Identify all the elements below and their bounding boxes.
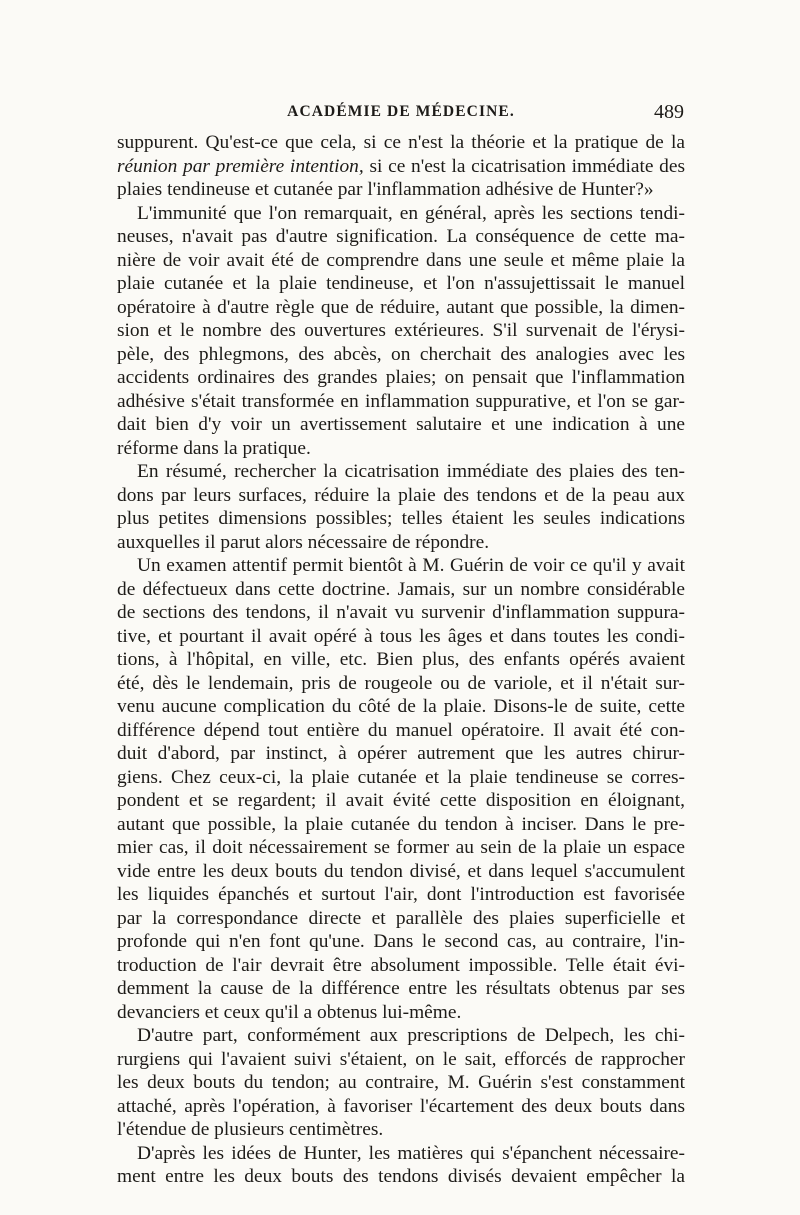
italic-phrase: réunion par première intention,: [117, 155, 364, 177]
text-line: pondent et se regardent; il avait évité cette disposition en éloignant,: [117, 790, 685, 811]
text-line: tions, à l'hôpital, en ville, etc. Bien plus, des enfants opérés avaient: [117, 649, 685, 670]
text-line: attaché, après l'opération, à favoriser l'écartement des deux bouts dans: [117, 1095, 685, 1117]
text-line: mier cas, il doit nécessairement se former au sein de la plaie un espace: [117, 837, 685, 858]
text-line: autant que possible, la plaie cutanée du tendon à inciser. Dans le pre-: [117, 813, 685, 835]
text-line: accidents ordinaires des grandes plaies; on pensait que l'inflammation: [117, 367, 685, 388]
text-line: plus petites dimensions possibles; telles étaient les seules indications: [117, 508, 685, 529]
text-line: troduction de l'air devrait être absolument impossible. Telle était évi-: [117, 954, 685, 976]
text-line: profonde qui n'en font qu'une. Dans le second cas, au contraire, l'in-: [117, 931, 685, 952]
body-text: [117, 131, 685, 1189]
text-line: auxquelles il parut alors nécessaire de répondre.: [117, 531, 490, 553]
page-header: [118, 103, 684, 129]
text-line: D'autre part, conformément aux prescriptions de Delpech, les chi-: [137, 1025, 685, 1046]
text-line: différence dépend tout entière du manuel opératoire. Il avait été con-: [117, 719, 685, 741]
text-line: D'après les idées de Hunter, les matières qui s'épanchent nécessaire-: [137, 1142, 685, 1164]
text-line: pèle, des phlegmons, des abcès, on cherchait des analogies avec les: [117, 343, 685, 365]
text-line: l'étendue de plusieurs centimètres.: [117, 1119, 384, 1140]
text-line: tive, et pourtant il avait opéré à tous les âges et dans toutes les condi-: [117, 625, 685, 647]
text-line: sion et le nombre des ouvertures extérieures. S'il survenait de l'érysi-: [117, 320, 685, 341]
text-line: En résumé, rechercher la cicatrisation immédiate des plaies des ten-: [137, 461, 685, 482]
text-line: de sections des tendons, il n'avait vu survenir d'inflammation suppura-: [117, 602, 685, 623]
text-line: neuses, n'avait pas d'autre signification. La conséquence de cette ma-: [117, 226, 685, 247]
text-line: de défectueux dans cette doctrine. Jamais, sur un nombre considérable: [117, 578, 685, 600]
text-line: adhésive s'était transformée en inflammation suppurative, et l'on se gar-: [117, 390, 685, 412]
text-line: dons par leurs surfaces, réduire la plaie des tendons et de la peau aux: [117, 484, 685, 506]
page-number: 489: [654, 101, 684, 123]
text-line: plaies tendineuse et cutanée par l'inflammation adhésive de Hunter?»: [117, 179, 654, 200]
text-line: rurgiens qui l'avaient suivi s'étaient, on le sait, efforcés de rapprocher: [117, 1048, 685, 1070]
text-line: dait bien d'y voir un avertissement salutaire et une indication à une: [117, 414, 685, 435]
text-line: duit d'abord, par instinct, à opérer autrement que les autres chirur-: [117, 743, 685, 764]
text-line-rest: si ce n'est la cicatrisation immédiate des: [363, 155, 685, 177]
text-line: les liquides épanchés et surtout l'air, dont l'introduction est favorisée: [117, 884, 685, 905]
text-line: [117, 155, 685, 179]
text-line: opératoire à d'autre règle que de réduire, autant que possible, la dimen-: [117, 296, 685, 318]
text-line: Un examen attentif permit bientôt à M. Guérin de voir ce qu'il y avait: [137, 555, 685, 576]
text-line: réforme dans la pratique.: [117, 437, 311, 459]
text-line: demment la cause de la différence entre les résultats obtenus par ses: [117, 978, 685, 999]
text-line: par la correspondance directe et parallèle des plaies superficielle et: [117, 907, 685, 929]
running-title: ACADÉMIE DE MÉDECINE.: [287, 103, 515, 120]
text-line: été, dès le lendemain, pris de rougeole ou de variole, et il n'était sur-: [117, 672, 685, 694]
text-line: les deux bouts du tendon; au contraire, M. Guérin s'est constamment: [117, 1072, 685, 1093]
text-line: L'immunité que l'on remarquait, en général, après les sections tendi-: [137, 202, 685, 224]
text-line: vide entre les deux bouts du tendon divisé, et dans lequel s'accumulent: [117, 860, 685, 882]
text-line: nière de voir avait été de comprendre dans une seule et même plaie la: [117, 249, 685, 271]
text-line: suppurent. Qu'est-ce que cela, si ce n'est la théorie et la pratique de la: [117, 132, 685, 153]
text-line: devanciers et ceux qu'il a obtenus lui-même.: [117, 1001, 462, 1023]
text-line: giens. Chez ceux-ci, la plaie cutanée et la plaie tendineuse se corres-: [117, 766, 685, 788]
text-line: ment entre les deux bouts des tendons divisés devaient empêcher la: [117, 1166, 685, 1187]
text-line: plaie cutanée et la plaie tendineuse, et l'on n'assujettissait le manuel: [117, 273, 685, 294]
text-line: venu aucune complication du côté de la plaie. Disons-le de suite, cette: [117, 696, 685, 717]
